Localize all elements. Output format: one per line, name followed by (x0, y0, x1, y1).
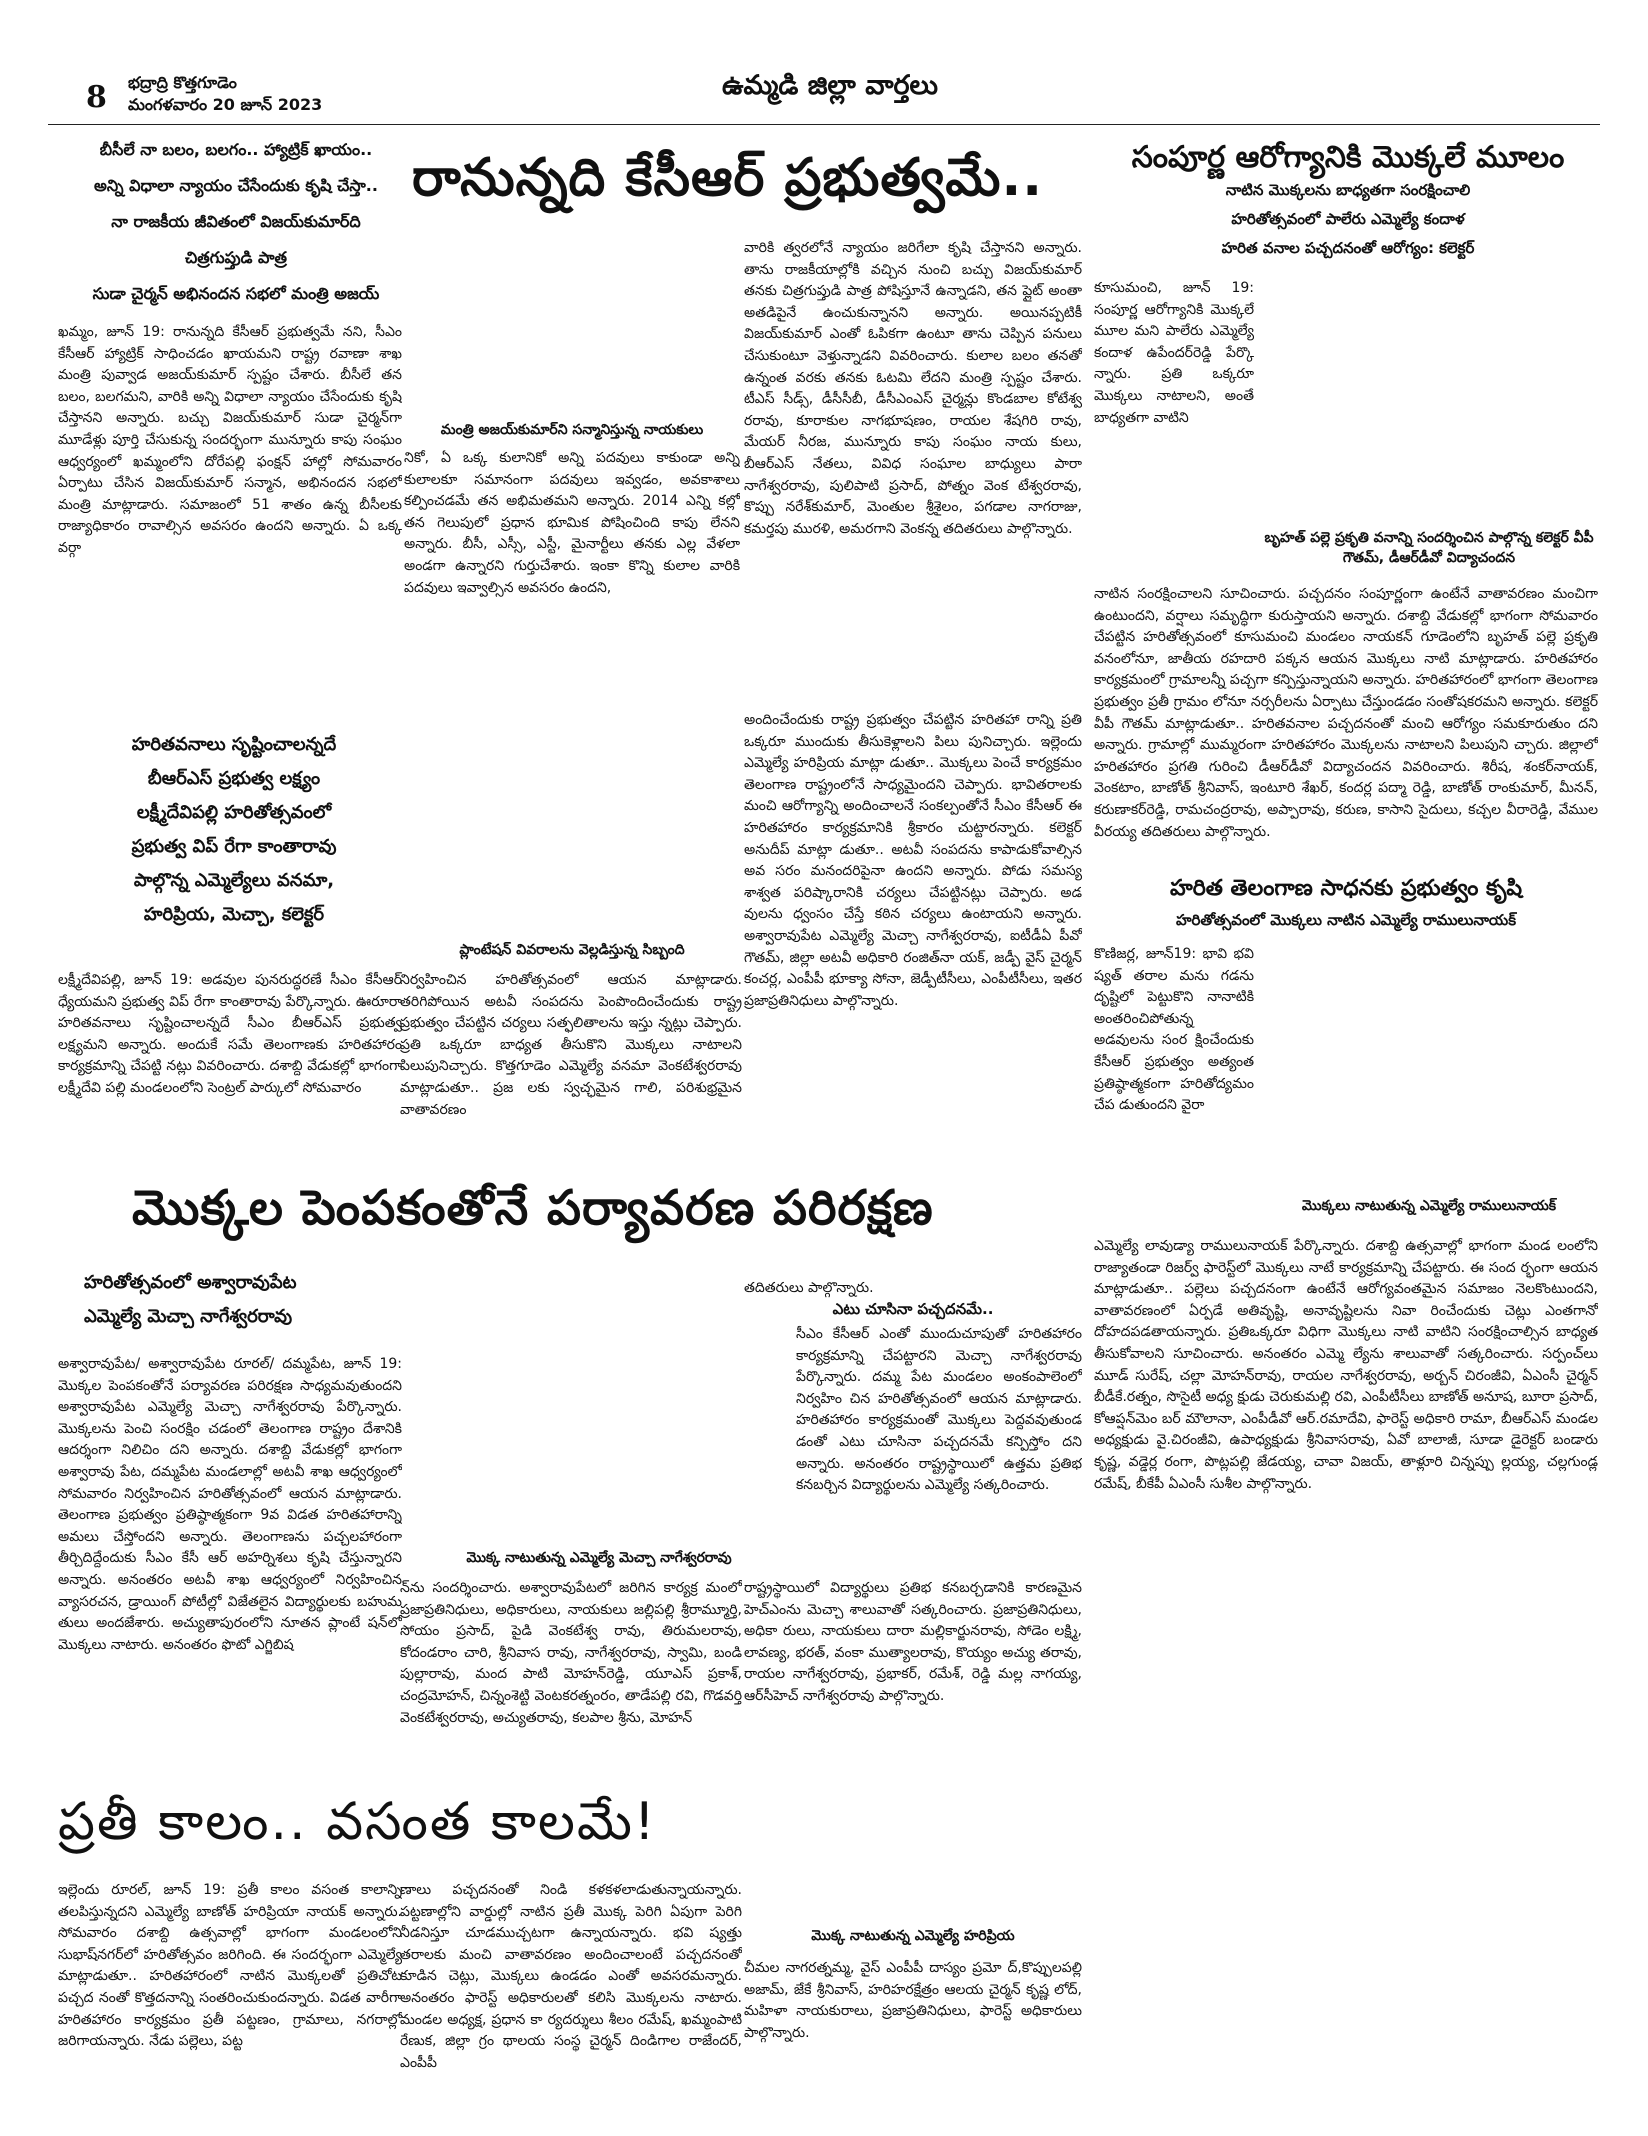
story2-subhead: హరిత వనాల పచ్చదనంతో ఆరోగ్యం: కలెక్టర్ (1221, 239, 1475, 257)
story3-kicker: పాల్గొన్న ఎమ్మెల్యేలు వనమా, (133, 870, 335, 891)
story5-body-col2b: సీఎం కేసీఆర్ ఎంతో ముందుచూపుతో హరితహారం కార్యక్రమాన్ని చేపట్టారని మెచ్చా నాగేశ్వరరావు పేర్కొన్నారు. దమ్మ పేట మండలం అంకంపాలెంలో నిర్వహిం చిన హరితోత్సవంలో ఆయన మాట్లాడారు. హరితహారం కార్యక్రమంతో మొక్కలు పెద్దవవుతుండ డంతో ఎటు చూసినా పచ్చదనమే కన్పిస్తోం దని అన్నారు. అనంతరం రాష్ట్రస్థాయిలో ఉత్తమ ప్రతిభ కనబర్చిన విద్యార్థులను ఎమ్మెల్యే సత్కరించారు. (796, 1326, 1082, 1494)
story5-kicker: హరితోత్సవంలో అశ్వారావుపేట (84, 1272, 297, 1293)
story1-headline: రానున్నది కేసీఆర్ ప్రభుత్వమే.. (412, 148, 1043, 208)
story5-kicker: ఎమ్మెల్యే మెచ్చా నాగేశ్వరరావు (84, 1306, 293, 1327)
story6-body-col3: చీమల నాగరత్నమ్మ, వైస్ ఎంపీపీ దాస్యం ప్రమో ద్,కొప్పులపల్లి అజామ్, జేకే శ్రీనివాస్, హరిహరక్షేత్రం ఆలయ చైర్మన్ కృష్ణ లోద్, మహిళా నాయకురాలు, ప్రజాప్రతినిధులు, ఫారెస్ట్ అధికారులు పాల్గొన్నారు. (744, 1960, 1082, 2041)
story6-body-col2: ణాలు పచ్చదనంతో నిండి కళకళలాడుతున్నాయన్నారు. పట్టణాల్లోని వార్డుల్లో నాటిన ప్రతీ మొక్క పెరిగి ఏపుగా పెరిగి నీడనిస్తూ చూడముచ్చటగా ఉన్నాయన్నారు. భవి ష్యత్తు తరాలకు మంచి వాతావరణం అందించాలంటే పచ్చదనంతో కూడిన చెట్లు, మొక్కలు ఉండడం ఎంతో అవసరమన్నారు. అనంతరం ఫారెస్ట్ అధికారులతో కలిసి మొక్కలను నాటారు. మండల అధ్యక్ష, ప్రధాన కా ర్యదర్శులు శీలం రమేష్, ఖమ్మంపాటి రేణుక, జిల్లా గ్రం థాలయ సంస్థ చైర్మన్ దిండిగాల రాజేందర్, ఎంపీపీ (400, 1882, 742, 2070)
story3-photo-caption: ప్లాంటేషన్ వివరాలను వెల్లడిస్తున్న సిబ్బంది (459, 942, 685, 958)
story2-subhead: హరితోత్సవంలో పాలేరు ఎమ్మెల్యే కందాళ (1231, 210, 1465, 228)
story4-body-narrow: కొణిజర్ల, జూన్19: భావి భవి ష్యత్ తరాల మను గడను దృష్టిలో పెట్టుకొని నానాటికి అంతరించిపోతున్న అడవులను సంర క్షించేందుకు కేసీఆర్ ప్రభుత్వం అత్యంత ప్రతిష్ఠాత్మకంగా హరితోద్యమం చేప డుతుందని వైరా (1094, 946, 1254, 1114)
story3-kicker: ప్రభుత్వ విప్ రేగా కాంతారావు (131, 836, 337, 857)
story1-kicker: బీసీలే నా బలం, బలగం.. హ్యాట్రిక్ ఖాయం.. (99, 140, 373, 159)
story4-body-wide: ఎమ్మెల్యే లావుడ్యా రాములునాయక్ పేర్కొన్నారు. దశాబ్ది ఉత్సవాల్లో భాగంగా మండ లంలోని రాజ్యాతండా రిజర్వ్ ఫారెస్ట్‌లో మొక్కలు నాటే కార్యక్రమాన్ని చేపట్టారు. ఈ సంద ర్భంగా ఆయన మాట్లాడుతూ.. పల్లెలు పచ్చదనంగా ఉంటేనే ఆరోగ్యవంతమైన సమాజం నెలకొంటుందని, వాతావరణంలో ఏర్పడే అతివృష్టి, అనావృష్టిలను నివా రించేందుకు చెట్లు ఎంతగానో దోహదపడతాయన్నారు. ప్రతిఒక్కరూ విధిగా మొక్కలు నాటి వాటిని సంరక్షించాల్సిన బాధ్యత తీసుకోవాలని సూచించారు. అనంతరం ఎమ్మె ల్యేను శాలువాతో సత్కరించారు. సర్పంచ్‌లు మూడ్ సురేష్, చల్లా మోహన్‌రావు, రాయల నాగేశ్వరరావు, అర్బన్ చిరంజీవి, ఏఎంసీ చైర్మన్ బీడీకే.రత్నం, సొసైటీ అధ్య క్షుడు చెరుకుమల్లి రవి, ఎంపీటీసీలు బాణోత్ అనూష, బూరా ప్రసాద్, కోఆప్షన్‌మెం బర్ మౌలానా, ఎంపీడీవో ఆర్.రమాదేవి, ఫారెస్ట్ అధికారి రామా, బీఆర్ఎస్ మండల అధ్యక్షుడు వై.చిరంజీవి, ఉపాధ్యక్షుడు శ్రీనివాసరావు, ఏవో బాలాజీ, సూడా డైరెక్టర్ బండారు కృష్ణ, వడ్డెర్ల రంగా, పొట్లపల్లి జేడయ్య, చావా విజయ్, తాళ్లూరి చిన్నప్పు ల్లయ్య, చల్లగుండ్ల రమేష్, బీకేపీ ఏఎంసీ సుశీల పాల్గొన్నారు. (1094, 1238, 1598, 1492)
issue-date: మంగళవారం 20 జూన్ 2023 (128, 95, 323, 114)
story1-kicker: నా రాజకీయ జీవితంలో విజయ్‌కుమార్‌ది (111, 212, 361, 231)
masthead-rule (48, 124, 1600, 125)
section-title: ఉమ్మడి జిల్లా వార్తలు (721, 70, 939, 101)
story6-photo-caption: మొక్క నాటుతున్న ఎమ్మెల్యే హరిప్రియ (811, 1928, 1015, 1944)
story4-photo-caption: మొక్కలు నాటుతున్న ఎమ్మెల్యే రాములునాయక్ (1301, 1198, 1557, 1214)
story3-kicker: లక్ష్మీదేవిపల్లి హరితోత్సవంలో (136, 802, 332, 823)
story5-body-col1: అశ్వారావుపేట/ అశ్వారావుపేట రూరల్/ దమ్మపేట, జూన్ 19: మొక్కల పెంపకంతోనే పర్యావరణ పరిరక్షణ సాధ్యమవుతుందని అశ్వారావుపేట ఎమ్మెల్యే మెచ్చా నాగేశ్వరరావు పేర్కొన్నారు. మొక్కలను పెంచి సంరక్షిం చడంలో తెలంగాణ రాష్ట్రం దేశానికి ఆదర్శంగా నిలిచిం దని అన్నారు. దశాబ్ది వేడుకల్లో భాగంగా అశ్వారావు పేట, దమ్మపేట మండలాల్లో అటవీ శాఖ ఆధ్వర్యంలో సోమవారం నిర్వహించిన హరితోత్సవంలో ఆయన మాట్లాడారు. తెలంగాణ ప్రభుత్వం ప్రతిష్ఠాత్మకంగా 9వ విడత హరితహారాన్ని అమలు చేస్తోందని అన్నారు. తెలంగాణను పచ్చలహారంగా తీర్చిదిద్దేందుకు సీఎం కేసీ ఆర్ అహర్నిశలు కృషి చేస్తున్నారని అన్నారు. అనంతరం అటవీ శాఖ ఆధ్వర్యంలో నిర్వహించిన వ్యాసరచన, డ్రాయింగ్ పోటీల్లో విజేతలైన విద్యార్థులకు బహుమ తులు అందజేశారు. అచ్యుతాపురంలోని నూతన ప్లాంటే షన్‌లో మొక్కలు నాటారు. అనంతరం ఫొటో ఎగ్జిబిష (58, 1356, 402, 1653)
story2-photo-caption: బృహత్ పల్లె ప్రకృతి వనాన్ని సందర్శించిన పాల్గొన్న కలెక్టర్ వీపీ గౌతమ్, డీఆర్‌డీవో విద్యాచందన (1264, 530, 1594, 566)
story6-body-col1: ఇల్లెందు రూరల్, జూన్ 19: ప్రతీ కాలం వసంత కాలాన్ని తలపిస్తున్నదని ఎమ్మెల్యే బాణోత్ హరిప్రియా నాయక్ అన్నారు. సోమవారం దశాబ్ది ఉత్సవాల్లో భాగంగా మండలంలోని సుభాష్‌నగర్‌లో హరితోత్సవం జరిగింది. ఈ సందర్భంగా ఎమ్మెల్యే మాట్లాడుతూ.. హరితహారంలో నాటిన మొక్కలతో ప్రతిచోట పచ్చద నంతో కొత్తదనాన్ని సంతరించుకుందన్నారు. విడత వారీగా హరితహారం కార్యక్రమం ప్రతీ పట్టణం, గ్రామాలు, నగరాల్లో జరిగాయన్నారు. నేడు పల్లెలు, పట్ట (58, 1882, 402, 2050)
story1-body-col1: ఖమ్మం, జూన్ 19: రానున్నది కేసీఆర్ ప్రభుత్వమే నని, సీఎం కేసీఆర్ హ్యాట్రిక్ సాధించడం ఖాయమని రాష్ట్ర రవాణా శాఖ మంత్రి పువ్వాడ అజయ్‌కుమార్ స్పష్టం చేశారు. బీసీలే తన బలం, బలగమని, వారికి అన్ని విధాలా న్యాయం చేసేందుకు కృషి చేస్తానని అన్నారు. బచ్చు విజయ్‌కుమార్ సుడా చైర్మన్‌గా మూడేళ్లు పూర్తి చేసుకున్న సందర్భంగా మున్నూరు కాపు సంఘం ఆధ్వర్యంలో ఖమ్మంలోని దోరేపల్లి ఫంక్షన్ హాల్లో సోమవారం ఏర్పాటు చేసిన విజయ్‌కుమార్ సన్మాన, అభినందన సభలో మంత్రి మాట్లాడారు. సమాజంలో 51 శాతం ఉన్న బీసీలకు రాజ్యాధికారం రావాల్సిన అవసరం ఉందని అన్నారు. ఏ ఒక్క వర్గా (58, 324, 402, 556)
story1-photo (404, 234, 740, 414)
story5-headline: మొక్కల పెంపకంతోనే పర్యావరణ పరిరక్షణ (132, 1180, 934, 1236)
story2-body-wide: నాటిన సంరక్షించాలని సూచించారు. పచ్చదనం సంపూర్ణంగా ఉంటేనే వాతావరణం మంచిగా ఉంటుందని, వర్షాలు సమృద్ధిగా కురుస్తాయని అన్నారు. దశాబ్ది వేడుకల్లో భాగంగా సోమవారం చేపట్టిన హరితోత్సవంలో కూసుమంచి మండలం నాయకన్ గూడెంలోని బృహత్ పల్లె ప్రకృతి వనంలోనూ, జాతీయ రహదారి పక్కన ఆయన మొక్కలు నాటి మాట్లాడారు. హరితహారం కార్యక్రమంలో గ్రామాలన్నీ పచ్చగా కన్పిస్తున్నాయని అన్నారు. హరితహారంలో భాగంగా తెలంగాణ ప్రభుత్వం ప్రతీ గ్రామం లోనూ నర్సరీలను ఏర్పాటు చేస్తుండడం సంతోషకరమని అన్నారు. కలెక్టర్ వీపీ గౌతమ్ మాట్లాడుతూ.. హరితవనాల పచ్చదనంతో మంచి ఆరోగ్యం సమకూరుతుం దని అన్నారు. గ్రామాల్లో ముమ్మరంగా హరితహారం మొక్కలను నాటాలని పిలుపుని చ్చారు. జిల్లాలో హరితహారం ప్రగతి గురించి డీఆర్‌డీవో విద్యాచందన వివరించారు. శిరీష, శంకర్‌నాయక్, వెంకటాం, బాణోత్ శ్రీనివాస్, ఇంటూరి శేఖర్, కందర్ల పద్మా రెడ్డి, బాణోత్ రాంకుమార్, మీనన్, కరుణాకర్‌రెడ్డి, రామచంద్రరావు, అప్పారావు, కరుణ, కాసాని సైదులు, కచ్చల వీరారెడ్డి, వేముల వీరయ్య తదితరులు పాల్గొన్నారు. (1094, 586, 1598, 840)
story2-body-narrow: కూసుమంచి, జూన్ 19: సంపూర్ణ ఆరోగ్యానికి మొక్కలే మూల మని పాలేరు ఎమ్మెల్యే కందాళ ఉపేందర్‌రెడ్డి పేర్కొ న్నారు. ప్రతి ఒక్కరూ మొక్కలు నాటాలని, అంతే బాధ్యతగా వాటిని (1094, 280, 1254, 426)
story5-body-col4: రాష్ట్రస్థాయిలో విద్యార్థులు ప్రతిభ కనబర్చడానికి కారణమైన హెచ్ఎంను మెచ్చా శాలువాతో సత్కరించారు. ప్రజాప్రతినిధులు, అధికా రులు, నాయకులు దారా మల్లికార్జునరావు, సోడెం లక్ష్మి, లావణ్య, భరత్, వంకా ముత్యాలరావు, కొయ్యం అచ్యు తరావు, రాయల నాగేశ్వరరావు, ప్రభాకర్, రమేశ్, రెడ్డి మల్ల నాగయ్య, ఆర్‌సీహెచ్ నాగేశ్వరరావు పాల్గొన్నారు. (744, 1580, 1082, 1704)
story5-photo-caption: మొక్క నాటుతున్న ఎమ్మెల్యే మెచ్చా నాగేశ్వరరావు (466, 1550, 732, 1566)
story2-headline: సంపూర్ణ ఆరోగ్యానికి మొక్కలే మూలం (1131, 140, 1565, 175)
story3-kicker: బీఆర్ఎస్ ప్రభుత్వ లక్ష్యం (147, 768, 321, 789)
story1-body-col2: నికో, ఏ ఒక్క కులానికో అన్ని పదవులు కాకుండా అన్ని కులాలకూ సమానంగా పదవులు ఇవ్వడం, అవకాశాలు కల్పించడమే తన అభిమతమని అన్నారు. 2014 ఎన్ని కల్లో తన గెలుపులో ప్రధాన భూమిక పోషించింది కాపు లేనని అన్నారు. బీసీ, ఎస్సీ, ఎస్టీ, మైనార్టీలు తనకు ఎల్ల వేళలా అండగా ఉన్నారని గుర్తుచేశారు. ఇంకా కొన్ని కులాల వారికి పదవులు ఇవ్వాల్సిన అవసరం ఉందని, (404, 450, 740, 596)
story2-subhead: నాటిన మొక్కలను బాధ్యతగా సంరక్షించాలి (1225, 181, 1471, 199)
story2-subheads (1098, 176, 1598, 263)
story3-body-col1: లక్ష్మీదేవిపల్లి, జూన్ 19: అడవుల పునరుద్ధరణే సీఎం కేసీఆర్ ధ్యేయమని ప్రభుత్వ విప్ రేగా కాంతారావు పేర్కొన్నారు. ఊరూరా హరితవనాలు సృష్టించాలన్నదే సీఎం బీఆర్ఎస్ ప్రభుత్వ లక్ష్యమని అన్నారు. అందుకే సమే తెలంగాణకు హరితహారం కార్యక్రమాన్ని చేపట్టి నట్లు వివరించారు. దశాబ్ది వేడుకల్లో భాగంగా లక్ష్మీదేవి పల్లి మండలంలోని సెంట్రల్ పార్కులో సోమవారం (58, 972, 402, 1096)
story3-body-col3: అందించేందుకు రాష్ట్ర ప్రభుత్వం చేపట్టిన హరితహా రాన్ని ప్రతి ఒక్కరూ ముందుకు తీసుకెళ్లాలని పిలు పునిచ్చారు. ఇల్లెందు ఎమ్మెల్యే హరిప్రియ మాట్లా డుతూ.. మొక్కలు పెంచే కార్యక్రమం తెలంగాణ రాష్ట్రంలోనే సాధ్యమైందని చెప్పారు. భావితరాలకు మంచి ఆరోగ్యాన్ని అందించాలనే సంకల్పంతోనే సీఎం కేసీఆర్ ఈ హరితహారం కార్యక్రమానికి శ్రీకారం చుట్టారన్నారు. కలెక్టర్ అనుదీప్ మాట్లా డుతూ.. అటవీ సంపదను కాపాడుకోవాల్సిన అవ సరం మనందరిపైనా ఉందని అన్నారు. పోడు సమస్య శాశ్వత పరిష్కారానికి చర్యలు చేపట్టినట్లు చెప్పారు. అడ వులను ధ్వంసం చేస్తే కఠిన చర్యలు ఉంటాయని అన్నారు. అశ్వారావుపేట ఎమ్మెల్యే మెచ్చా నాగేశ్వరరావు, ఐటీడీఏ పీవో గౌతమ్, జిల్లా అటవీ అధికారి రంజిత్‌నా యక్, జడ్పీ వైస్ చైర్మన్ కంచర్ల, ఎంపీపీ భూక్యా సోనా, జెడ్పీటీసీలు, ఎంపీటీసీలు, ఇతర ప్రజాప్రతినిధులు పాల్గొన్నారు. (744, 712, 1082, 1009)
story5-subhead: ఎటు చూసినా పచ్చదనమే.. (832, 1300, 994, 1318)
story6-headline: ప్రతీ కాలం.. వసంత కాలమే! (58, 1792, 657, 1852)
story3-body-col2: నిర్వహించిన హరితోత్సవంలో ఆయన మాట్లాడారు. తరిగిపోయిన అటవీ సంపదను పెంపొందించేందుకు రాష్ట్ర ప్రభుత్వం చేపట్టిన చర్యలు సత్ఫలితాలను ఇస్తు న్నట్లు చెప్పారు. ప్రతి ఒక్కరూ బాధ్యత తీసుకొని మొక్కలు నాటాలని పిలుపునిచ్చారు. కొత్తగూడెం ఎమ్మెల్యే వనమా వెంకటేశ్వరరావు మాట్లాడుతూ.. ప్రజ లకు స్వచ్ఛమైన గాలి, పరిశుభ్రమైన వాతావరణం (400, 972, 742, 1118)
story3-kicker: హరితవనాలు సృష్టించాలన్నదే (131, 734, 337, 755)
page-number: 8 (86, 80, 107, 115)
edition-name: భద్రాద్రి కొత్తగూడెం (128, 73, 237, 92)
story5-body-col3: న్‌ను సందర్శించారు. అశ్వారావుపేటలో జరిగిన కార్యక్ర మంలో ప్రజాప్రతినిధులు, అధికారులు, నాయకులు జల్లిపల్లి శ్రీరామ్మూర్తి, సోయం ప్రసాద్, పైడి వెంకటేశ్వ రావు, తిరుమలరావు, కోదండరాం చారి, శ్రీనివాస రావు, నాగేశ్వరరావు, స్వామి, బండి పుల్లారావు, మంద పాటి మోహన్‌రెడ్డి, యూఎస్ ప్రకాశ్, చంద్రమోహన్, చిన్నంశెట్టి వెంటకరత్నంరం, తాడేపల్లి రవి, గొడవర్తి వెంకటేశ్వరరావు, అచ్యుతరావు, కలపాల శ్రీను, మోహన్ (400, 1580, 742, 1726)
story2-photo (1262, 276, 1596, 526)
story4-headline: హరిత తెలంగాణ సాధనకు ప్రభుత్వం కృషి (1169, 876, 1523, 901)
story1-kicker: చిత్రగుప్తుడి పాత్ర (185, 248, 287, 267)
story5-photo (404, 1276, 740, 1544)
story4-photo (1262, 942, 1596, 1192)
story1-photo-caption: మంత్రి అజయ్‌కుమార్‌ని సన్మానిస్తున్న నాయకులు (440, 422, 704, 438)
story3-kickers (64, 728, 404, 932)
story1-kicker: అన్ని విధాలా న్యాయం చేసేందుకు కృషి చేస్తా.. (94, 176, 378, 195)
story5-kickers (84, 1266, 404, 1334)
story1-body-col3: వారికి త్వరలోనే న్యాయం జరిగేలా కృషి చేస్తానని అన్నారు. తాను రాజకీయాల్లోకి వచ్చిన నుంచి బచ్చు విజయ్‌కుమార్ తనకు చిత్రగుప్తుడి పాత్ర పోషిస్తూనే ఉన్నాడని, తన ప్లైట్ అంతా అతడిపైనే ఉంచుకున్నానని అన్నారు. అయినప్పటికీ విజయ్‌కుమార్ ఎంతో ఓపికగా ఉంటూ తాను చెప్పిన పనులు చేసుకుంటూ వెళ్తున్నాడని వివరించారు. కులాల బలం తనతో ఉన్నంత వరకు తనకు ఓటమి లేదని మంత్రి స్పష్టం చేశారు. టీఎస్ సీడ్స్, డీసీసీబీ, డీసీఎంఎస్ చైర్మన్లు కొండబాల కోటేశ్వ రరావు, కూరాకుల నాగభూషణం, రాయల శేషగిరి రావు, మేయర్ నీరజ, మున్నూరు కాపు సంఘం నాయ కులు, బీఆర్ఎస్ నేతలు, వివిధ సంఘాల బాధ్యులు పారా నాగేశ్వరరావు, పులిపాటి ప్రసాద్, పోత్నం వెంక టేశ్వరరావు, కొప్పు నరేశ్‌కుమార్, మెంతుల శ్రీశైలం, పగడాల నాగరాజు, కమర్తపు మురళి, అమరగాని వెంకన్న తదితరులు పాల్గొన్నారు. (744, 240, 1082, 537)
story6-photo (744, 1796, 1082, 1926)
story3-kicker: హరిప్రియ, మెచ్చా, కలెక్టర్ (143, 904, 325, 925)
story3-photo (404, 722, 740, 934)
story5-body-col2a: తదితరులు పాల్గొన్నారు. (744, 1280, 874, 1296)
story1-kicker: సుడా చైర్మన్ అభినందన సభలో మంత్రి అజయ్ (92, 284, 380, 303)
story1-kickers (64, 132, 408, 312)
story4-subhead: హరితోత్సవంలో మొక్కలు నాటిన ఎమ్మెల్యే రాములునాయక్ (1175, 911, 1517, 929)
